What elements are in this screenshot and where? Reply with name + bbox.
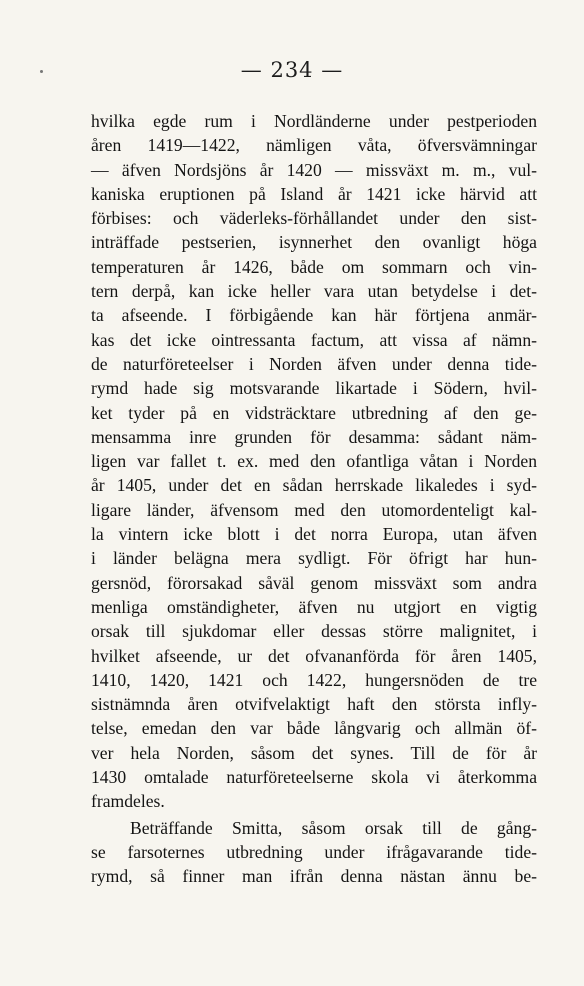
text-line: framdeles. [91, 791, 165, 812]
text-line: gersnöd, förorsakad såväl genom missväxt som andra [91, 572, 537, 593]
text-line: inträffade pestserien, isynnerhet den ovanligt höga [91, 232, 537, 253]
text-line: 1430 omtalade naturföreteelserne skola vi återkomma [91, 767, 537, 788]
text-line: hvilka egde rum i Nordländerne under pestperioden [91, 111, 537, 131]
text-line: ver hela Norden, såsom det synes. Till de för år [91, 742, 537, 763]
text-line: åren 1419—1422, nämligen våta, öfversvämningar [91, 135, 537, 156]
paragraph-2 [91, 816, 537, 889]
text-line: temperaturen år 1426, både om sommarn och vin- [91, 256, 537, 277]
text-line: la vintern icke blott i det norra Europa, utan äfven [91, 524, 537, 545]
text-line: hvilket afseende, ur det ofvananförda för åren 1405, [91, 645, 537, 666]
text-line: menliga omständigheter, äfven nu utgjort en vigtig [91, 596, 537, 617]
text-line: i länder belägna mera sydligt. För öfrigt har hun- [91, 548, 537, 569]
text-line: mensamma inre grunden för desamma: sådant näm- [91, 426, 537, 447]
text-line: tern derpå, kan icke heller vara utan betydelse i det- [91, 281, 537, 302]
text-line: förbises: och väderleks-förhållandet under den sist- [91, 208, 537, 229]
text-line: ligen var fallet t. ex. med den ofantliga våtan i Norden [91, 451, 537, 472]
text-line: se farsoternes utbredning under ifrågavarande tide- [91, 841, 537, 862]
text-line: ligare länder, äfvensom med den utomordenteligt kal- [91, 499, 537, 520]
text-line: 1410, 1420, 1421 och 1422, hungersnöden de tre [91, 669, 537, 690]
text-line: rymd hade sig motsvarande likartade i Södern, hvil- [91, 378, 537, 399]
text-line: orsak till sjukdomar eller dessas större malignitet, i [91, 621, 537, 642]
text-line: Beträffande Smitta, såsom orsak till de gång- [130, 817, 537, 838]
text-line: telse, emedan den var både långvarig och allmän öf- [91, 718, 537, 739]
text-line: rymd, så finner man ifrån denna nästan ännu be- [91, 866, 537, 887]
text-line: kas det icke ointressanta factum, att vissa af nämn- [91, 329, 537, 350]
body-text [91, 109, 537, 889]
text-line: de naturföreteelser i Norden äfven under denna tide- [91, 353, 537, 374]
text-line: ta afseende. I förbigående kan här förtjena anmär- [91, 305, 537, 326]
text-line: — äfven Nordsjöns år 1420 — missväxt m. m., vul- [91, 159, 537, 180]
text-line: kaniska eruptionen på Island år 1421 icke härvid att [91, 183, 537, 204]
text-line: år 1405, under det en sådan herrskade likaledes i syd- [91, 475, 537, 496]
text-line: ket tyder på en vidsträcktare utbredning af den ge- [91, 402, 537, 423]
paragraph-1 [91, 109, 537, 814]
text-line: sistnämnda åren otvifvelaktigt haft den största infly- [91, 694, 537, 715]
page-number: — 234 — [240, 58, 344, 82]
